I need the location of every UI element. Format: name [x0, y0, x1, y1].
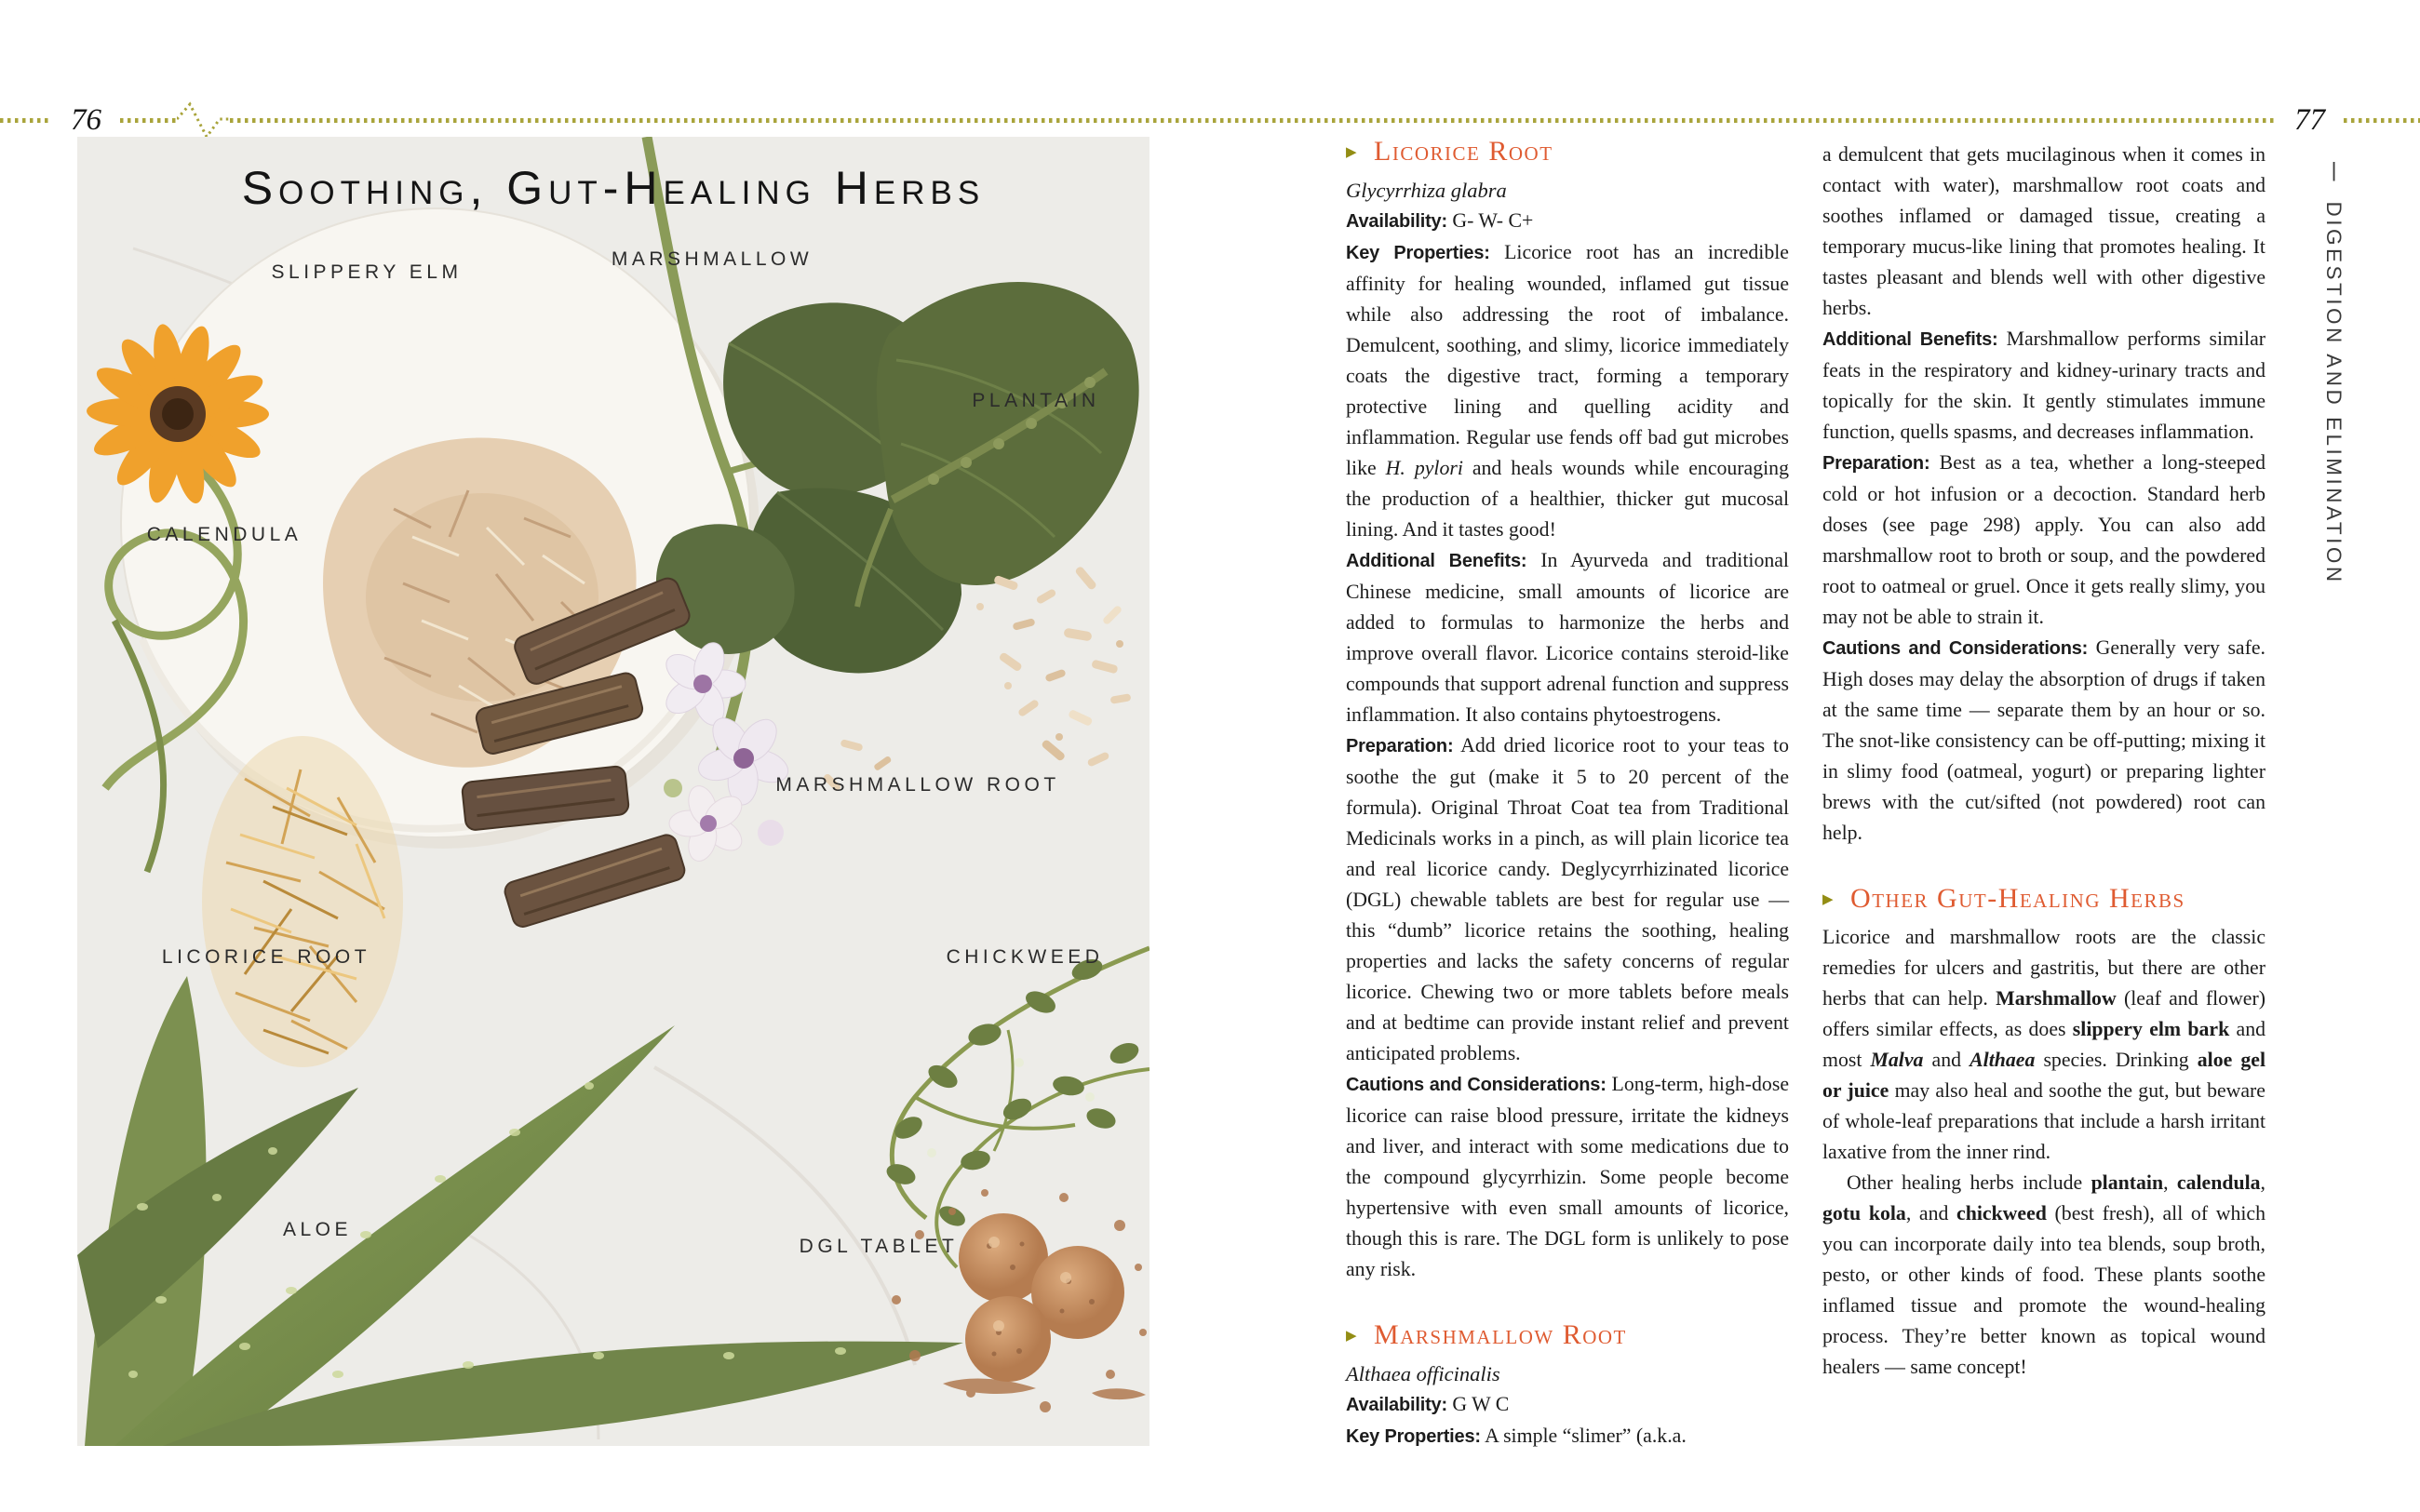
- species-name: Glycyrrhiza glabra: [1346, 179, 1507, 202]
- dotted-rule: [120, 118, 176, 123]
- paragraph: a demulcent that gets mucilaginous when it comes in contact with water), marshmallow root coats and soothes inflamed or damaged tissue, creating a temporary mucus-like lining that promotes healing. It tastes pleasant and blends well with other digestive herbs.: [1822, 143, 2265, 319]
- dotted-rule: [0, 118, 52, 123]
- label-marshmallow-root: MARSHMALLOW ROOT: [775, 774, 1060, 796]
- section-header: [1346, 1317, 1789, 1355]
- section-header: [1346, 133, 1789, 171]
- label-dgl-tablet: DGL TABLET: [799, 1236, 959, 1257]
- marshmallow-flowers: [660, 639, 792, 865]
- paragraph: Availability: G- W- C+: [1346, 209, 1534, 232]
- triangle-bullet-icon: ▶: [1822, 892, 1835, 907]
- text-column-2: [1822, 140, 2265, 1383]
- dgl-tablets: [892, 1189, 1147, 1412]
- page-header-rule: [0, 102, 2420, 138]
- paragraph: Cautions and Considerations: Long-term, high-dose licorice can raise blood pressure, irritate the kidneys and liver, and interact with some medications due to the compound glycyrrhizin. Some people become hypertensive with even small amounts of licorice, though this is rare. The DGL form is unlikely to pose any risk.: [1346, 1073, 1789, 1280]
- dotted-rule: [230, 118, 2276, 123]
- sidebar-divider: |: [2322, 158, 2346, 185]
- paragraph: Additional Benefits: Marshmallow performs similar feats in the respiratory and kidney-urinary tracts and topically for the skin. It gently stimulates immune function, quells spasms, and decreases inflammation.: [1822, 328, 2265, 443]
- chapter-sidebar: [2321, 158, 2346, 1182]
- section-header: [1822, 880, 2265, 918]
- paragraph: Preparation: Add dried licorice root to your teas to soothe the gut (make it 5 to 20 percent of the formula). Original Throat Coat tea from Traditional Medicinals works in a pinch, as will plain licorice tea and real licorice candy. Deglycyrrhizinated licorice (DGL) chewable tablets are best for regular use — this “dumb” licorice retains the soothing, healing properties and lacks the safety concerns of regular licorice. Chewing two or more tablets before meals and at bedtime can provide instant relief and prevent anticipated problems.: [1346, 734, 1789, 1064]
- paragraph: Key Properties: A simple “slimer” (a.k.a.: [1346, 1425, 1687, 1447]
- label-plantain: PLANTAIN: [972, 390, 1100, 411]
- paragraph: Preparation: Best as a tea, whether a long-steeped cold or hot infusion or a decoction. Standard herb doses (see page 298) apply. You can also add marshmallow root to broth or soup, and the powdered root to oatmeal or gruel. Once it gets really slimy, you may not be able to strain it.: [1822, 451, 2265, 628]
- label-chickweed: CHICKWEED: [946, 946, 1104, 968]
- dotted-rule: [2344, 118, 2420, 123]
- label-aloe: ALOE: [282, 1219, 353, 1240]
- page-number-right: 77: [2294, 102, 2325, 137]
- aloe-leaves: [77, 976, 963, 1446]
- section-header-text: Marshmallow Root: [1374, 1319, 1627, 1350]
- paragraph: Additional Benefits: In Ayurveda and traditional Chinese medicine, small amounts of licorice are added to formulas to harmonize the herbs and improve overall flavor. Licorice contains steroid-like compounds that support adrenal function and suppress inflammation. It also contains phytoestrogens.: [1346, 549, 1789, 726]
- label-calendula: CALENDULA: [146, 524, 302, 545]
- section-header-text: Other Gut-Healing Herbs: [1850, 883, 2185, 914]
- label-licorice-root: LICORICE ROOT: [161, 946, 371, 968]
- paragraph: Key Properties: Licorice root has an incredible affinity for healing wounded, inflamed gut tissue while also addressing the root of imbalance. Demulcent, soothing, and slimy, licorice immediately coats the digestive tract, forming a temporary protective lining and quelling acidity and inflammation. Regular use fends off bad gut microbes like H. pylori and heals wounds while encouraging the production of a healthier, thicker gut mucosal lining. And it tastes good!: [1346, 241, 1789, 541]
- paragraph: Licorice and marshmallow roots are the classic remedies for ulcers and gastritis, but there are other herbs that can help. Marshmallow (leaf and flower) offers similar effects, as does slippery elm bark and most Malva and Althaea species. Drinking aloe gel or juice may also heal and soothe the gut, but beware of whole-leaf preparations that include a harsh irritant laxative from the inner rind.: [1822, 926, 2266, 1163]
- species-name: Althaea officinalis: [1346, 1362, 1500, 1385]
- herb-photo: [77, 137, 1150, 1446]
- label-marshmallow: MARSHMALLOW: [611, 248, 813, 270]
- photo-title: Soothing, Gut-Healing Herbs: [241, 162, 986, 214]
- text-column-1: [1346, 136, 1789, 1452]
- label-slippery-elm: SLIPPERY ELM: [271, 261, 463, 283]
- page-number-left: 76: [71, 102, 101, 137]
- section-header-text: Licorice Root: [1374, 136, 1553, 167]
- triangle-bullet-icon: ▶: [1346, 1329, 1359, 1344]
- licorice-root-shreds: [202, 736, 403, 1067]
- chapter-title-vertical: DIGESTION AND ELIMINATION: [2322, 201, 2346, 585]
- paragraph: Cautions and Considerations: Generally very safe. High doses may delay the absorption of drugs if taken at the same time — separate them by an hour or so. The snot-like consistency can be off-putting; mixing it in slimy food (oatmeal, yogurt) or preparing lighter brews with the cut/sifted (not powdered) root can help.: [1822, 636, 2265, 844]
- triangle-bullet-icon: ▶: [1346, 145, 1359, 160]
- paragraph: Other healing herbs include plantain, calendula, gotu kola, and chickweed (best fresh), all of which you can incorporate daily into tea blends, soup broth, pesto, or other kinds of food. These plants soothe inflamed tissue and promote the wound-healing process. They’re better known as topical wound healers — same concept!: [1822, 1171, 2266, 1378]
- paragraph: Availability: G W C: [1346, 1393, 1510, 1415]
